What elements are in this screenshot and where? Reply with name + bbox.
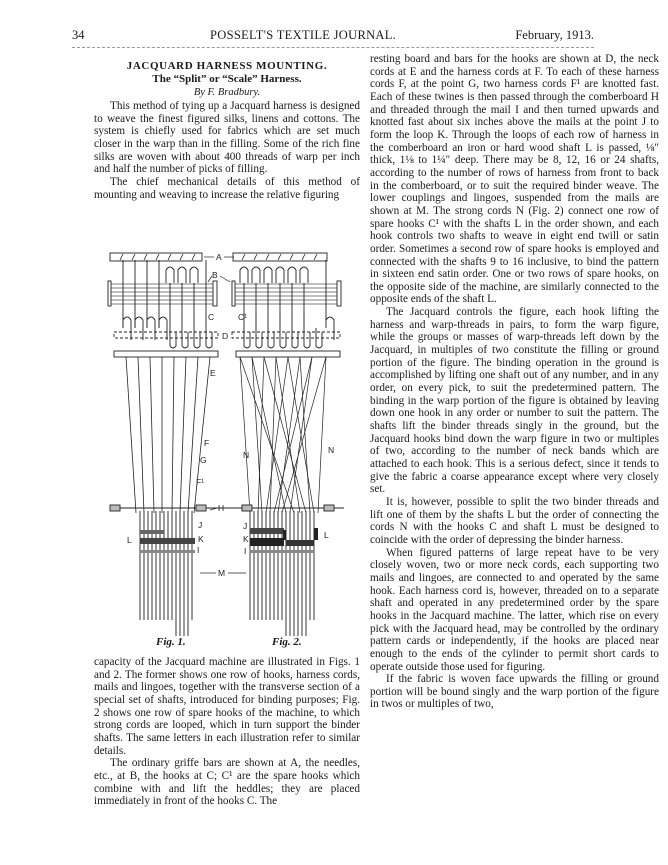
label-c1: C¹ <box>238 312 247 322</box>
label-b: B <box>212 270 218 280</box>
page-number: 34 <box>72 28 85 42</box>
article-byline: By F. Bradbury. <box>193 87 261 98</box>
label-n-left: N <box>243 450 250 460</box>
label-j: J <box>198 520 203 530</box>
label-g: G <box>200 455 207 465</box>
label-l2: L <box>324 530 329 540</box>
left-column-bottom <box>94 656 360 808</box>
label-d: D <box>222 331 229 341</box>
figure-caption-2: Fig. 2. <box>272 636 302 648</box>
journal-title: POSSELT'S TEXTILE JOURNAL. <box>210 28 397 42</box>
label-i: I <box>197 545 200 555</box>
label-k: K <box>198 534 204 544</box>
label-c: C <box>208 312 215 322</box>
harness-diagram <box>100 248 362 636</box>
paragraph: It is, however, possible to split the two binder threads and lift one of them by the shafts L but the order of connecting the cords N with the hooks C and shaft L must be designed to coincide with the order of depressing the binder harness. <box>370 495 659 546</box>
paragraph: The chief mechanical details of this method of mounting and weaving to increase the relative figuring <box>94 175 360 201</box>
running-header <box>72 28 594 46</box>
label-f1: F¹ <box>196 477 205 487</box>
paragraph: The ordinary griffe bars are shown at A, the needles, etc., at B, the hooks at C; C¹ are the spare hooks which combine with and lift the heddles; they are placed immediately in front of the hooks C. The <box>94 757 360 808</box>
label-h: H <box>218 503 225 513</box>
paragraph: When figured patterns of large repeat have to be very closely woven, two or more neck cords, each supporting two mails and lingoes, are connected to and operated by the same hook. Each harness cord is, however, threaded on to a separate shaft and operated in any predetermined order by the spare hooks in the Jacquard machine. The latter, which rise on every pick with the Jacquard head, may be controlled by the ordinary pattern cards or independently, if the hooks are placed near enough to the ends of the cylinder to permit short cards to operate outside those used for figuring. <box>370 546 659 673</box>
label-l: L <box>127 535 132 545</box>
label-i2: I <box>244 546 247 556</box>
paragraph: If the fabric is woven face upwards the filling or ground portion will be bound singly and the warp portion of the figure in twos or multiples of two, <box>370 673 659 711</box>
figure-caption-1: Fig. 1. <box>156 636 186 648</box>
right-column <box>370 53 659 711</box>
label-m: M <box>218 568 226 578</box>
paragraph: resting board and bars for the hooks are shown at D, the neck cords at E and the harness cords at F. To each of these harness cords F, at the point G, two harness cords F¹ are knotted fast. Each of these twines is then passed through the comberboard H and threaded through the mail I and then turned upwards and knotted fast about six inches above the mails at the point J to form the loop K. Through the loops of each row of harness in the comberboard an iron or hard wood shaft L is passed, ⅛″ thick, 1⅛ to 1¼″ deep. There may be 8, 12, 16 or 24 shafts, according to the number of rows of harness from front to back in the comberboard, or to suit the required binder weave. The lower couplings and lingoes, suspended from the mails are shown at M. The strong cords N (Fig. 2) connect one row of spare hooks C¹ with the shafts L in the order shown, and each hook controls two shafts to weave in eight end twill or satin order. Sometimes a second row of spare hooks is employed and connected with the shafts 9 to 16 inclusive, to bind the pattern in sixteen end satin order. One or two rows of spare hooks, on the opposite side of the machine, are similarly connected to the opposite ends of the shaft L. <box>370 53 659 306</box>
label-k2: K <box>243 534 249 544</box>
label-a: A <box>216 252 222 262</box>
label-j2: J <box>243 521 248 531</box>
paragraph: This method of tying up a Jacquard harness is designed to weave the finest figured silks, linens and cottons. The system is chiefly used for fabrics which are set much closer in the warp than in the filling. Some of the rich fine silks are woven with about 400 threads of warp per inch and half the number of picks of filling. <box>94 100 360 176</box>
issue-date: February, 1913. <box>515 28 594 42</box>
paragraph: The Jacquard controls the figure, each hook lifting the harness and warp-threads in pairs, to form the warp figure, while the groups or masses of warp-threads left down by the Jacquard, in multiples of two constitute the filling or ground portion of the figure. The binding operation in the ground is accomplished by lifting one shaft out of any number, and in any order, on every pick, to suit the predetermined pattern. The binding in the warp portion of the figure is obtained by leaving down one hook in any order or number to suit the pattern. The shafts lift the binder threads singly in the ground, but the Jacquard hooks bind down the warp figure in two or multiples of two, according to the number of neck bands which are attached to each hook. This is a serious defect, since it tends to give the fabric a coarse appearance except where very closely set. <box>370 306 659 496</box>
label-n-right: N <box>328 445 335 455</box>
article-subtitle: The “Split” or “Scale” Harness. <box>152 73 302 85</box>
left-column-top <box>94 60 360 201</box>
harness-figure <box>100 248 362 636</box>
article-title: JACQUARD HARNESS MOUNTING. <box>126 60 328 72</box>
label-f: F <box>204 438 210 448</box>
label-e: E <box>210 368 216 378</box>
paragraph: capacity of the Jacquard machine are illustrated in Figs. 1 and 2. The former shows one row of hooks, harness cords, mails and lingoes, together with the transverse section of a special set of shafts, introduced for binding purposes; Fig. 2 shows one row of spare hooks of the machine, to which strong cords are looped, which in turn support the binder shafts. The same letters in each illustration refer to similar details. <box>94 656 360 757</box>
header-divider <box>72 47 594 48</box>
